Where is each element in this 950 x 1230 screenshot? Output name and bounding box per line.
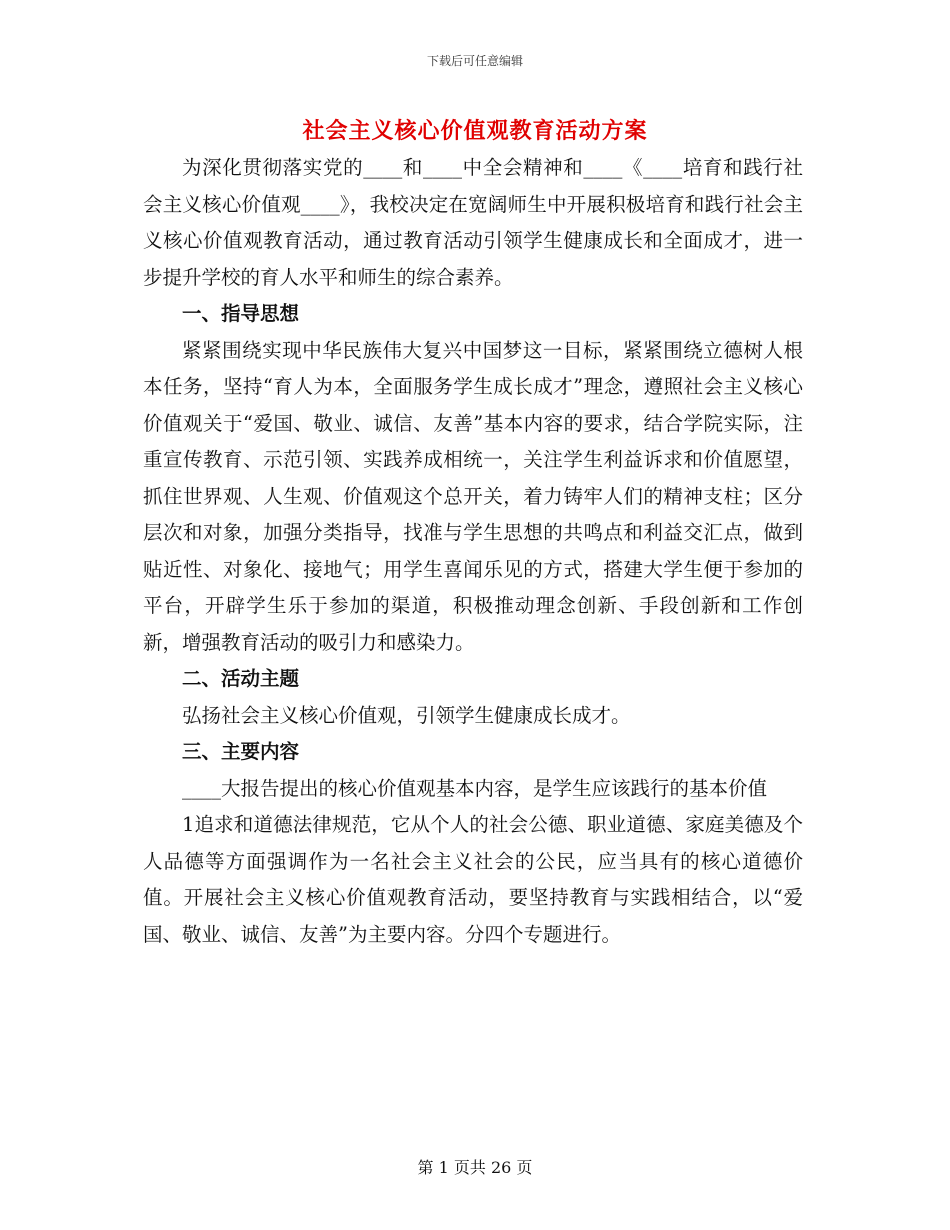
document-body	[143, 150, 803, 953]
section-heading-guiding-ideology: 一、指导思想	[182, 302, 300, 325]
guiding-ideology-paragraph: 紧紧围绕实现中华民族伟大复兴中国梦这一目标，紧紧围绕立德树人根本任务，坚持“育人为本，全面服务学生成长成才”理念，遵照社会主义核心价值观关于“爱国、敬业、诚信、友善”基本内容的要求，结合学院实际，注重宣传教育、示范引领、实践养成相统一，关注学生利益诉求和价值愿望，抓住世界观、人生观、价值观这个总开关，着力铸牢人们的精神支柱；区分层次和对象，加强分类指导，找准与学生思想的共鸣点和利益交汇点，做到贴近性、对象化、接地气；用学生喜闻乐见的方式，搭建大学生便于参加的平台，开辟学生乐于参加的渠道，积极推动理念创新、手段创新和工作创新，增强教育活动的吸引力和感染力。	[143, 338, 803, 654]
document-title: 社会主义核心价值观教育活动方案	[302, 118, 648, 144]
activity-theme-paragraph: 弘扬社会主义核心价值观，引领学生健康成长成才。	[182, 703, 631, 727]
main-content-paragraph-2: 1追求和道德法律规范，它从个人的社会公德、职业道德、家庭美德及个人品德等方面强调作为一名社会主义社会的公民，应当具有的核心道德价值。开展社会主义核心价值观教育活动，要坚持教育与实践相结合，以“爱国、敬业、诚信、友善”为主要内容。分四个专题进行。	[143, 813, 803, 946]
main-content-paragraph-1: ____大报告提出的核心价值观基本内容，是学生应该践行的基本价值	[182, 776, 768, 800]
page-number-footer: 第 1 页共 26 页	[417, 1158, 533, 1177]
intro-paragraph: 为深化贯彻落实党的____和____中全会精神和____《____培育和践行社会主义核心价值观____》，我校决定在宽阔师生中开展积极培育和践行社会主义核心价值观教育活动，通过教育活动引领学生健康成长和全面成才，进一步提升学校的育人水平和师生的综合素养。	[143, 156, 803, 289]
section-heading-activity-theme: 二、活动主题	[182, 667, 300, 690]
section-heading-main-content: 三、主要内容	[182, 740, 300, 763]
page-header-note: 下载后可任意编辑	[426, 54, 523, 68]
